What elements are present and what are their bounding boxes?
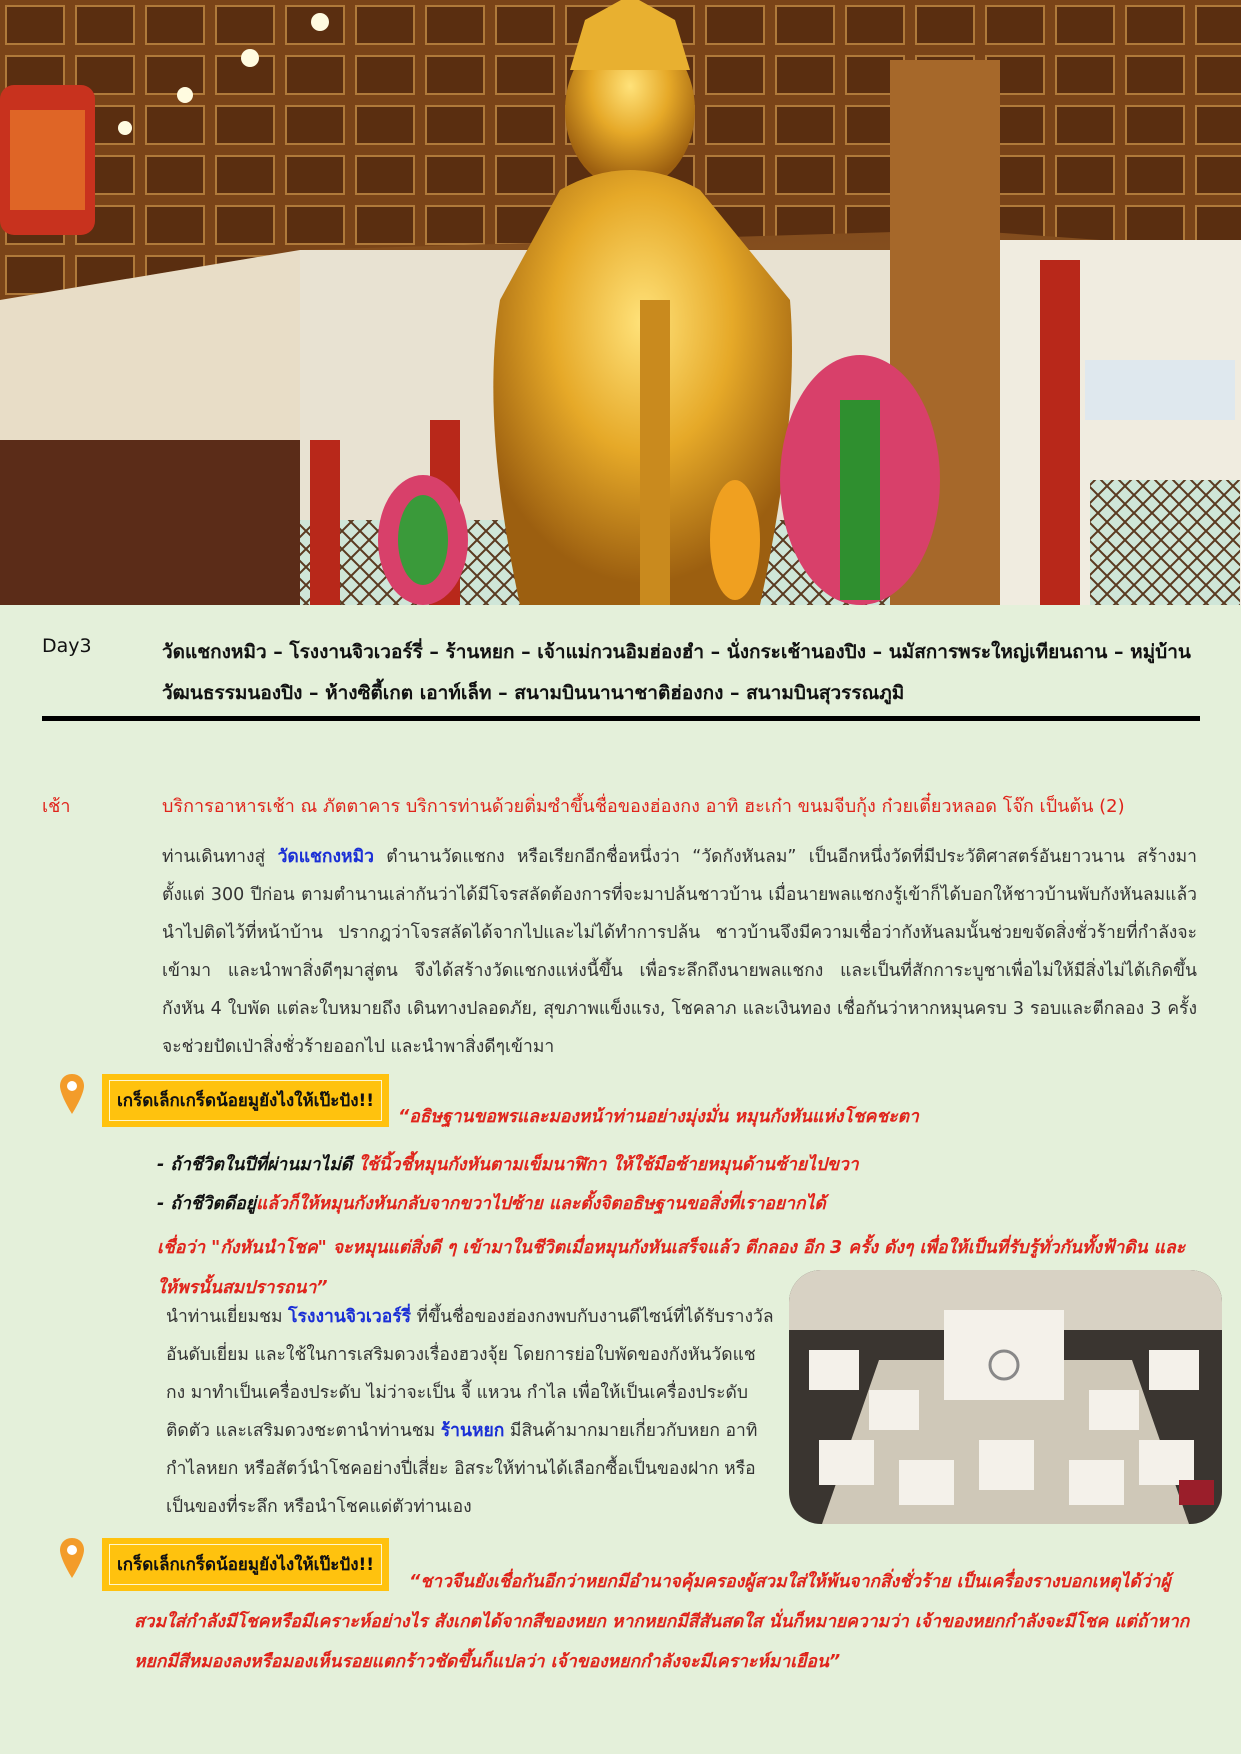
day-title: วัดแชกงหมิว – โรงงานจิวเวอร์รี่ – ร้านหยก – เจ้าแม่กวนอิมฮ่องฮำ – นั่งกระเช้านองปิง – นมัสการพระใหญ่เทียนถาน – หมู่บ้านวัฒนธรรมนองปิง – ห้างซิตี้เกต เอาท์เล็ท – สนามบินนานาชาติฮ่องกง – สนามบินสุวรรณภูมิ <box>162 641 1191 704</box>
rule2-condition: - ถ้าชีวิตดีอยู่ <box>157 1194 256 1214</box>
tip1-rule-1 <box>157 1150 859 1178</box>
para2-pre: นำท่านเยี่ยมชม <box>166 1307 289 1327</box>
tip1-rule-2 <box>157 1189 826 1217</box>
jade-shop-name: ร้านหยก <box>440 1421 505 1441</box>
location-pin-icon <box>59 1537 85 1579</box>
tip2-quote: “ชาวจีนยังเชื่อกันอีกว่าหยกมีอำนาจคุ้มครองผู้สวมใส่ให้พ้นจากสิ่งชั่วร้าย เป็นเครื่องรางบอกเหตุได้ว่าผู้สวมใส่กำลังมีโชคหรือมีเคราะห์อย่างไร สังเกตได้จากสีของหยก หากหยกมีสีสันสดใส นั่นก็หมายความว่า เจ้าของหยกกำลังจะมีโชค แต่ถ้าหากหยกมีสีหมองลงหรือมองเห็นรอยแตกร้าวชัดขึ้นก็แปลว่า เจ้าของหยกกำลังจะมีเคราะห์มาเยือน” <box>134 1572 1190 1672</box>
para2-mid: ที่ขึ้นชื่อของฮ่องกงพบกับงานดีไซน์ที่ได้รับรางวัลอันดับเยี่ยม และใช้ในการเสริมดวงเรื่องฮวงจุ้ย โดยการย่อใบพัดของกังหันวัดแชกง มาทำเป็นเครื่องประดับ ไม่ว่าจะเป็น จี้ แหวน กำไล เพื่อให้เป็นเครื่องประดับติดตัว และเสริมดวงชะตานำท่านชม <box>166 1307 774 1441</box>
meal-label: เช้า <box>42 796 71 817</box>
para2-post: มีสินค้ามากมายเกี่ยวกับหยก อาทิ กำไลหยก หรือสัตว์นำโชคอย่างปี่เสี่ยะ อิสระให้ท่านได้เลือกซื้อเป็นของฝาก หรือเป็นของที่ระลึก หรือนำโชคแด่ตัวท่านเอง <box>166 1421 758 1517</box>
tip1-belief: เชื่อว่า "กังหันนำโชค" จะหมุนแต่สิ่งดี ๆ เข้ามาในชีวิตเมื่อหมุนกังหันเสร็จแล้ว ตีกลอง อีก 3 ครั้ง ดังๆ เพื่อให้เป็นที่รับรู้ทั่วกันทั้งฟ้าดิน และให้พรนั้นสมปรารถนา” <box>157 1238 1186 1298</box>
meal-text: บริการอาหารเช้า ณ ภัตตาคาร บริการท่านด้วยติ่มซำขึ้นชื่อของฮ่องกง อาทิ ฮะเก๋า ขนมจีบกุ้ง ก๋วยเตี๋ยวหลอด โจ๊ก เป็นต้น (2) <box>162 796 1125 817</box>
hero-photo <box>0 0 1241 605</box>
tip-badge-2 <box>102 1538 389 1591</box>
jewelry-description <box>166 1298 774 1526</box>
location-pin-icon <box>59 1073 85 1115</box>
rule1-condition: - ถ้าชีวิตในปีที่ผ่านมาไม่ดี <box>157 1155 359 1175</box>
tip-badge-1 <box>102 1074 389 1127</box>
para1-pre: ท่านเดินทางสู่ <box>162 847 278 867</box>
rule2-action: แล้วก็ให้หมุนกังหันกลับจากขวาไปซ้าย และตั้งจิตอธิษฐานขอสิ่งที่เราอยากได้ <box>255 1194 826 1214</box>
jewelry-display-illustration <box>789 1270 1222 1524</box>
golden-statue-illustration <box>0 0 1241 605</box>
rule1-action: ใช้นิ้วชี้หมุนกังหันตามเข็มนาฬิกา ให้ใช้มือซ้ายหมุนด้านซ้ายไปขวา <box>358 1155 859 1175</box>
day-label: Day3 <box>42 635 92 657</box>
jewelry-photo <box>789 1270 1222 1524</box>
temple-name: วัดแชกงหมิว <box>277 847 374 867</box>
tip-badge-label: เกร็ดเล็กเกร็ดน้อยมูยังไงให้เป๊ะปัง!! <box>109 1080 382 1121</box>
para1-post: ตำนานวัดแชกง หรือเรียกอีกชื่อหนึ่งว่า “วัดกังหันลม” เป็นอีกหนึ่งวัดที่มีประวัติศาสตร์อันยาวนาน สร้างมาตั้งแต่ 300 ปีก่อน ตามตำนานเล่ากันว่าได้มีโจรสลัดต้องการที่จะมาปล้นชาวบ้าน เมื่อนายพลแชกงรู้เข้าก็ได้บอกให้ชาวบ้านพับกังหันลมแล้วนำไปติดไว้ที่หน้าบ้าน ปรากฎว่าโจรสลัดได้จากไปและไม่ได้ทำการปล้น ชาวบ้านจึงมีความเชื่อว่ากังหันลมนั้นช่วยขจัดสิ่งชั่วร้ายที่กำลังจะเข้ามา และนำพาสิ่งดีๆมาสู่ตน จึงได้สร้างวัดแชกงแห่งนี้ขึ้น เพื่อระลึกถึงนายพลแชกง และเป็นที่สักการะบูชาเพื่อไม่ให้มีสิ่งไม่ได้เกิดขึ้น กังหัน 4 ใบพัด แต่ละใบหมายถึง เดินทางปลอดภัย, สุขภาพแข็งแรง, โชคลาภ และเงินทอง เชื่อกันว่าหากหมุนครบ 3 รอบและตีกลอง 3 ครั้ง จะช่วยปัดเป่าสิ่งชั่วร้ายออกไป และนำพาสิ่งดีๆเข้ามา <box>162 847 1197 1057</box>
jewelry-factory-name: โรงงานจิวเวอร์รี่ <box>288 1307 412 1327</box>
tip-badge-label: เกร็ดเล็กเกร็ดน้อยมูยังไงให้เป๊ะปัง!! <box>109 1544 382 1585</box>
divider <box>42 716 1200 721</box>
tip1-quote: “อธิษฐานขอพรและมองหน้าท่านอย่างมุ่งมั่น หมุนกังหันแห่งโชคชะตา <box>398 1107 919 1127</box>
temple-description <box>162 838 1197 1066</box>
